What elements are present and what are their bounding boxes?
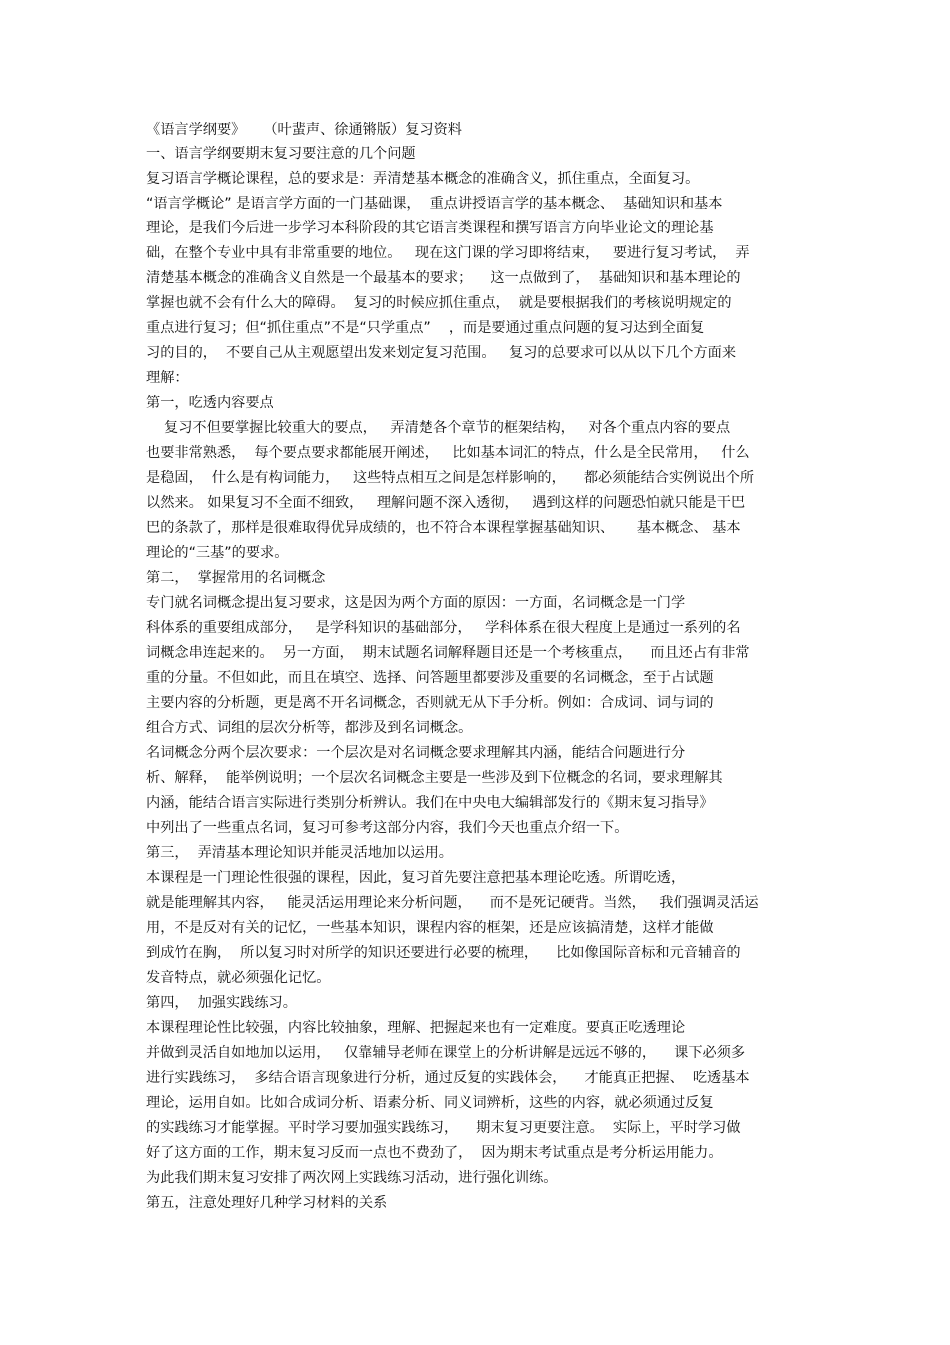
paragraph-line: 名词概念分两个层次要求：一个层次是对名词概念要求理解其内涵，能结合问题进行分: [146, 745, 686, 761]
paragraph-line: 理解：: [146, 370, 189, 386]
paragraph-line: 本课程理论性比较强，内容比较抽象，理解、把握起来也有一定难度。要真正吃透理论: [146, 1020, 686, 1036]
subsection-heading: 第四， 加强实践练习。: [146, 995, 297, 1011]
paragraph-line: 掌握也就不会有什么大的障碍。 复习的时候应抓住重点， 就是要根据我们的考核说明规定的: [146, 295, 732, 311]
paragraph-line: 理论的“三基”的要求。: [146, 545, 289, 561]
paragraph-line: 巴的条款了，那样是很难取得优异成绩的，也不符合本课程掌握基础知识、 基本概念、 基本: [146, 520, 741, 536]
paragraph-line: 本课程是一门理论性很强的课程，因此，复习首先要注意把基本理论吃透。所谓吃透，: [146, 870, 686, 886]
paragraph-line: 用，不是反对有关的记忆，一些基本知识，课程内容的框架，还是应该搞清楚，这样才能做: [146, 920, 714, 936]
doc-title: 《语言学纲要》 （叶蜚声、徐通锵版）复习资料: [146, 122, 462, 138]
paragraph-line: 进行实践练习， 多结合语言现象进行分析，通过反复的实践体会， 才能真正把握、 吃透基本: [146, 1070, 750, 1086]
section-heading: 一、语言学纲要期末复习要注意的几个问题: [146, 146, 416, 162]
paragraph-line: 础，在整个专业中具有非常重要的地位。 现在这门课的学习即将结束， 要进行复习考试， 弄: [146, 245, 750, 261]
paragraph-line: 清楚基本概念的准确含义自然是一个最基本的要求； 这一点做到了， 基础知识和基本理论的: [146, 270, 741, 286]
paragraph-line: 复习语言学概论课程，总的要求是：弄清楚基本概念的准确含义，抓住重点，全面复习。: [146, 171, 700, 187]
paragraph-line: 到成竹在胸， 所以复习时对所学的知识还要进行必要的梳理， 比如像国际音标和元音辅音的: [146, 945, 741, 961]
subsection-heading: 第三， 弄清基本理论知识并能灵活地加以运用。: [146, 845, 453, 861]
paragraph-line: 并做到灵活自如地加以运用， 仅靠辅导老师在课堂上的分析讲解是远远不够的， 课下必须多: [146, 1045, 746, 1061]
paragraph-line: 为此我们期末复习安排了两次网上实践练习活动，进行强化训练。: [146, 1170, 558, 1186]
subsection-heading: 第五，注意处理好几种学习材料的关系: [146, 1195, 388, 1211]
paragraph-line: 重点进行复习；但“抓住重点”不是“只学重点” ，而是要通过重点问题的复习达到全面复: [146, 320, 705, 336]
paragraph-line: 理论，运用自如。比如合成词分析、语素分析、同义词辨析，这些的内容，就必须通过反复: [146, 1095, 714, 1111]
paragraph-line: 的实践练习才能掌握。平时学习要加强实践练习， 期末复习更要注意。 实际上，平时学习做: [146, 1120, 741, 1136]
paragraph-line: 是稳固， 什么是有构词能力， 这些特点相互之间是怎样影响的， 都必须能结合实例说出个所: [146, 470, 755, 486]
paragraph-line: 科体系的重要组成部分， 是学科知识的基础部分， 学科体系在很大程度上是通过一系列的名: [146, 620, 741, 636]
paragraph-line: 析、解释， 能举例说明；一个层次名词概念主要是一些涉及到下位概念的名词，要求理解其: [146, 770, 723, 786]
paragraph-line: 复习不但要掌握比较重大的要点， 弄清楚各个章节的框架结构， 对各个重点内容的要点: [146, 420, 731, 436]
subsection-heading: 第一，吃透内容要点: [146, 395, 274, 411]
paragraph-line: 理论，是我们今后进一步学习本科阶段的其它语言类课程和撰写语言方向毕业论文的理论基: [146, 220, 714, 236]
paragraph-line: 重的分量。不但如此，而且在填空、选择、问答题里都要涉及重要的名词概念，至于占试题: [146, 670, 714, 686]
paragraph-line: 中列出了一些重点名词，复习可参考这部分内容，我们今天也重点介绍一下。: [146, 820, 629, 836]
paragraph-line: 好了这方面的工作，期末复习反而一点也不费劲了， 因为期末考试重点是考分析运用能力。: [146, 1145, 723, 1161]
subsection-heading: 第二， 掌握常用的名词概念: [146, 570, 326, 586]
paragraph-line: 内涵，能结合语言实际进行类别分析辨认。我们在中央电大编辑部发行的《期末复习指导》: [146, 795, 714, 811]
paragraph-line: 主要内容的分析题，更是离不开名词概念，否则就无从下手分析。例如：合成词、词与词的: [146, 695, 714, 711]
paragraph-line: 专门就名词概念提出复习要求，这是因为两个方面的原因：一方面，名词概念是一门学: [146, 595, 686, 611]
paragraph-line: 就是能理解其内容， 能灵活运用理论来分析问题， 而不是死记硬背。当然， 我们强调灵活运: [146, 895, 759, 911]
paragraph-line: 以然来。 如果复习不全面不细致， 理解问题不深入透彻， 遇到这样的问题恐怕就只能是干巴: [146, 495, 746, 511]
paragraph-line: 发音特点，就必须强化记忆。: [146, 970, 331, 986]
paragraph-line: “语言学概论” 是语言学方面的一门基础课， 重点讲授语言学的基本概念、 基础知识和基本: [146, 196, 723, 212]
paragraph-line: 也要非常熟悉， 每个要点要求都能展开阐述， 比如基本词汇的特点，什么是全民常用， 什么: [146, 445, 750, 461]
paragraph-line: 词概念串连起来的。 另一方面， 期末试题名词解释题目还是一个考核重点， 而且还占有非常: [146, 645, 750, 661]
paragraph-line: 组合方式、词组的层次分析等，都涉及到名词概念。: [146, 720, 473, 736]
paragraph-line: 习的目的， 不要自己从主观愿望出发来划定复习范围。 复习的总要求可以从以下几个方面来: [146, 345, 737, 361]
